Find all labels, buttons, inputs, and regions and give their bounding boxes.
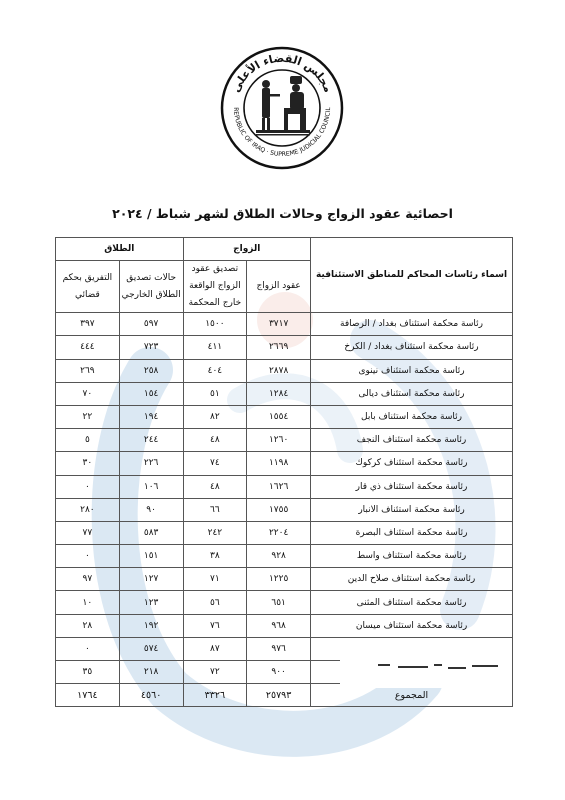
marriage-contracts-cell: ١٢٨٤ [247, 382, 311, 405]
region-name-cell: رئاسة محكمة استئناف كركوك [311, 452, 513, 475]
total-marriage: ٢٥٧٩٣ [247, 684, 311, 707]
total-label: المجموع [311, 684, 513, 707]
table-row [56, 359, 513, 382]
marriage-contracts-cell: ٩٠٠ [247, 661, 311, 684]
external-divorce-cell: ١٩٤ [119, 405, 183, 428]
table-row [56, 405, 513, 428]
table-row [56, 313, 513, 336]
external-divorce-cell: ١٥٤ [119, 382, 183, 405]
ratified-marriages-header: تصديق عقود الزواج الواقعة خارج المحكمة [183, 261, 247, 313]
region-name-cell: رئاسة محكمة استئناف صلاح الدين [311, 568, 513, 591]
judicial-separation-cell: ٧٧ [56, 521, 120, 544]
external-divorce-cell: ١٢٧ [119, 568, 183, 591]
table-row [56, 429, 513, 452]
redaction-patch [340, 644, 512, 688]
total-ratified: ٣٣٢٦ [183, 684, 247, 707]
marriage-contracts-cell: ١٦٢٦ [247, 475, 311, 498]
judicial-separation-cell: ٤٤٤ [56, 336, 120, 359]
judicial-separation-cell: ٧٠ [56, 382, 120, 405]
table-row [56, 336, 513, 359]
total-divorce-ratified: ٤٥٦٠ [119, 684, 183, 707]
marriage-contracts-cell: ٩٧٦ [247, 637, 311, 660]
external-divorce-cell: ٢١٨ [119, 661, 183, 684]
table-row [56, 521, 513, 544]
table-body [56, 313, 513, 684]
external-divorce-cell: ١٢٣ [119, 591, 183, 614]
judicial-separation-cell: ٣٠ [56, 452, 120, 475]
ratified-marriages-cell: ٤٠٤ [183, 359, 247, 382]
ratified-marriages-cell: ٨٧ [183, 637, 247, 660]
table-row [56, 614, 513, 637]
ratified-marriages-cell: ٧٦ [183, 614, 247, 637]
judicial-separation-cell: ٥ [56, 429, 120, 452]
region-column-header: اسماء رئاسات المحاكم للمناطق الاستئنافية [311, 238, 513, 313]
total-judicial: ١٧٦٤ [56, 684, 120, 707]
region-name-cell: رئاسة محكمة استئناف البصرة [311, 521, 513, 544]
external-divorce-cell: ٧٢٣ [119, 336, 183, 359]
svg-text:مجلس القضاء الأعلى: مجلس القضاء الأعلى [229, 51, 335, 95]
region-name-cell: رئاسة محكمة استئناف بابل [311, 405, 513, 428]
judicial-separation-cell: ٣٥ [56, 661, 120, 684]
ratified-marriages-cell: ٥١ [183, 382, 247, 405]
marriage-contracts-cell: ٢٦٦٩ [247, 336, 311, 359]
external-divorce-cell: ٥٧٤ [119, 637, 183, 660]
external-divorce-cell: ١٥١ [119, 545, 183, 568]
marriage-contracts-header: عقود الزواج [247, 261, 311, 313]
ratified-marriages-cell: ٦٦ [183, 498, 247, 521]
ratified-marriages-cell: ٧٤ [183, 452, 247, 475]
external-divorce-cell: ٥٨٣ [119, 521, 183, 544]
region-name-cell: رئاسة محكمة استئناف ميسان [311, 614, 513, 637]
marriage-contracts-cell: ٢٢٠٤ [247, 521, 311, 544]
judicial-separation-cell: ٠ [56, 545, 120, 568]
external-divorce-cell: ٥٩٧ [119, 313, 183, 336]
judicial-separation-cell: ٣٩٧ [56, 313, 120, 336]
divorce-group-header: الطلاق [56, 238, 184, 261]
external-divorce-cell: ١٠٦ [119, 475, 183, 498]
judicial-separation-header: التفريق بحكم قضائي [56, 261, 120, 313]
region-name-cell: رئاسة محكمة استئناف بغداد / الكرخ [311, 336, 513, 359]
judicial-separation-cell: ٠ [56, 637, 120, 660]
ratified-marriages-cell: ٤١١ [183, 336, 247, 359]
external-divorce-cell: ٢٥٨ [119, 359, 183, 382]
page-title: احصائية عقود الزواج وحالات الطلاق لشهر شباط / ٢٠٢٤ [112, 206, 453, 221]
judicial-separation-cell: ١٠ [56, 591, 120, 614]
region-name-cell: رئاسة محكمة استئناف نينوى [311, 359, 513, 382]
marriage-contracts-cell: ٩٢٨ [247, 545, 311, 568]
table-row [56, 475, 513, 498]
region-name-cell: رئاسة محكمة استئناف ذي قار [311, 475, 513, 498]
marriage-contracts-cell: ٢٨٧٨ [247, 359, 311, 382]
marriage-contracts-cell: ٩٦٨ [247, 614, 311, 637]
external-divorce-cell: ٢٢٦ [119, 452, 183, 475]
judicial-separation-cell: ٢٢ [56, 405, 120, 428]
statistics-table [55, 237, 513, 707]
marriage-contracts-cell: ١٢٢٥ [247, 568, 311, 591]
table-row [56, 568, 513, 591]
ratified-marriages-cell: ٧٢ [183, 661, 247, 684]
marriage-contracts-cell: ١٥٥٤ [247, 405, 311, 428]
table-row [56, 498, 513, 521]
region-name-cell: رئاسة محكمة استئناف الانبار [311, 498, 513, 521]
region-name-cell: رئاسة محكمة استئناف المثنى [311, 591, 513, 614]
svg-text:REPUBLIC OF IRAQ · SUPREME JUD: REPUBLIC OF IRAQ · SUPREME JUDICIAL COUNCIL [231, 107, 333, 159]
region-name-cell: رئاسة محكمة استئناف واسط [311, 545, 513, 568]
seal-emblem-icon [220, 46, 344, 170]
marriage-contracts-cell: ١٢٦٠ [247, 429, 311, 452]
external-divorce-cell: ١٩٢ [119, 614, 183, 637]
marriage-group-header: الزواج [183, 238, 311, 261]
region-name-cell: رئاسة محكمة استئناف النجف [311, 429, 513, 452]
ratified-marriages-cell: ٨٢ [183, 405, 247, 428]
ratified-marriages-cell: ٤٨ [183, 475, 247, 498]
marriage-contracts-cell: ٦٥١ [247, 591, 311, 614]
region-name-cell: رئاسة محكمة استئناف ديالى [311, 382, 513, 405]
council-seal [220, 46, 344, 170]
marriage-contracts-cell: ٣٧١٧ [247, 313, 311, 336]
ratified-marriages-cell: ٣٨ [183, 545, 247, 568]
ratified-marriages-cell: ٥٦ [183, 591, 247, 614]
judicial-separation-cell: ٢٦٩ [56, 359, 120, 382]
table-row [56, 545, 513, 568]
ratified-marriages-cell: ٤٨ [183, 429, 247, 452]
judicial-separation-cell: ٩٧ [56, 568, 120, 591]
external-divorce-header: حالات تصديق الطلاق الخارجي [119, 261, 183, 313]
external-divorce-cell: ٩٠ [119, 498, 183, 521]
judicial-separation-cell: ٠ [56, 475, 120, 498]
table-row [56, 382, 513, 405]
marriage-contracts-cell: ١٧٥٥ [247, 498, 311, 521]
table-row [56, 591, 513, 614]
ratified-marriages-cell: ٧١ [183, 568, 247, 591]
external-divorce-cell: ٢٤٤ [119, 429, 183, 452]
ratified-marriages-cell: ٢٤٢ [183, 521, 247, 544]
judicial-separation-cell: ٢٨ [56, 614, 120, 637]
region-name-cell: رئاسة محكمة استئناف بغداد / الرصافة [311, 313, 513, 336]
ratified-marriages-cell: ١٥٠٠ [183, 313, 247, 336]
marriage-contracts-cell: ١١٩٨ [247, 452, 311, 475]
judicial-separation-cell: ٢٨٠ [56, 498, 120, 521]
table-row [56, 452, 513, 475]
